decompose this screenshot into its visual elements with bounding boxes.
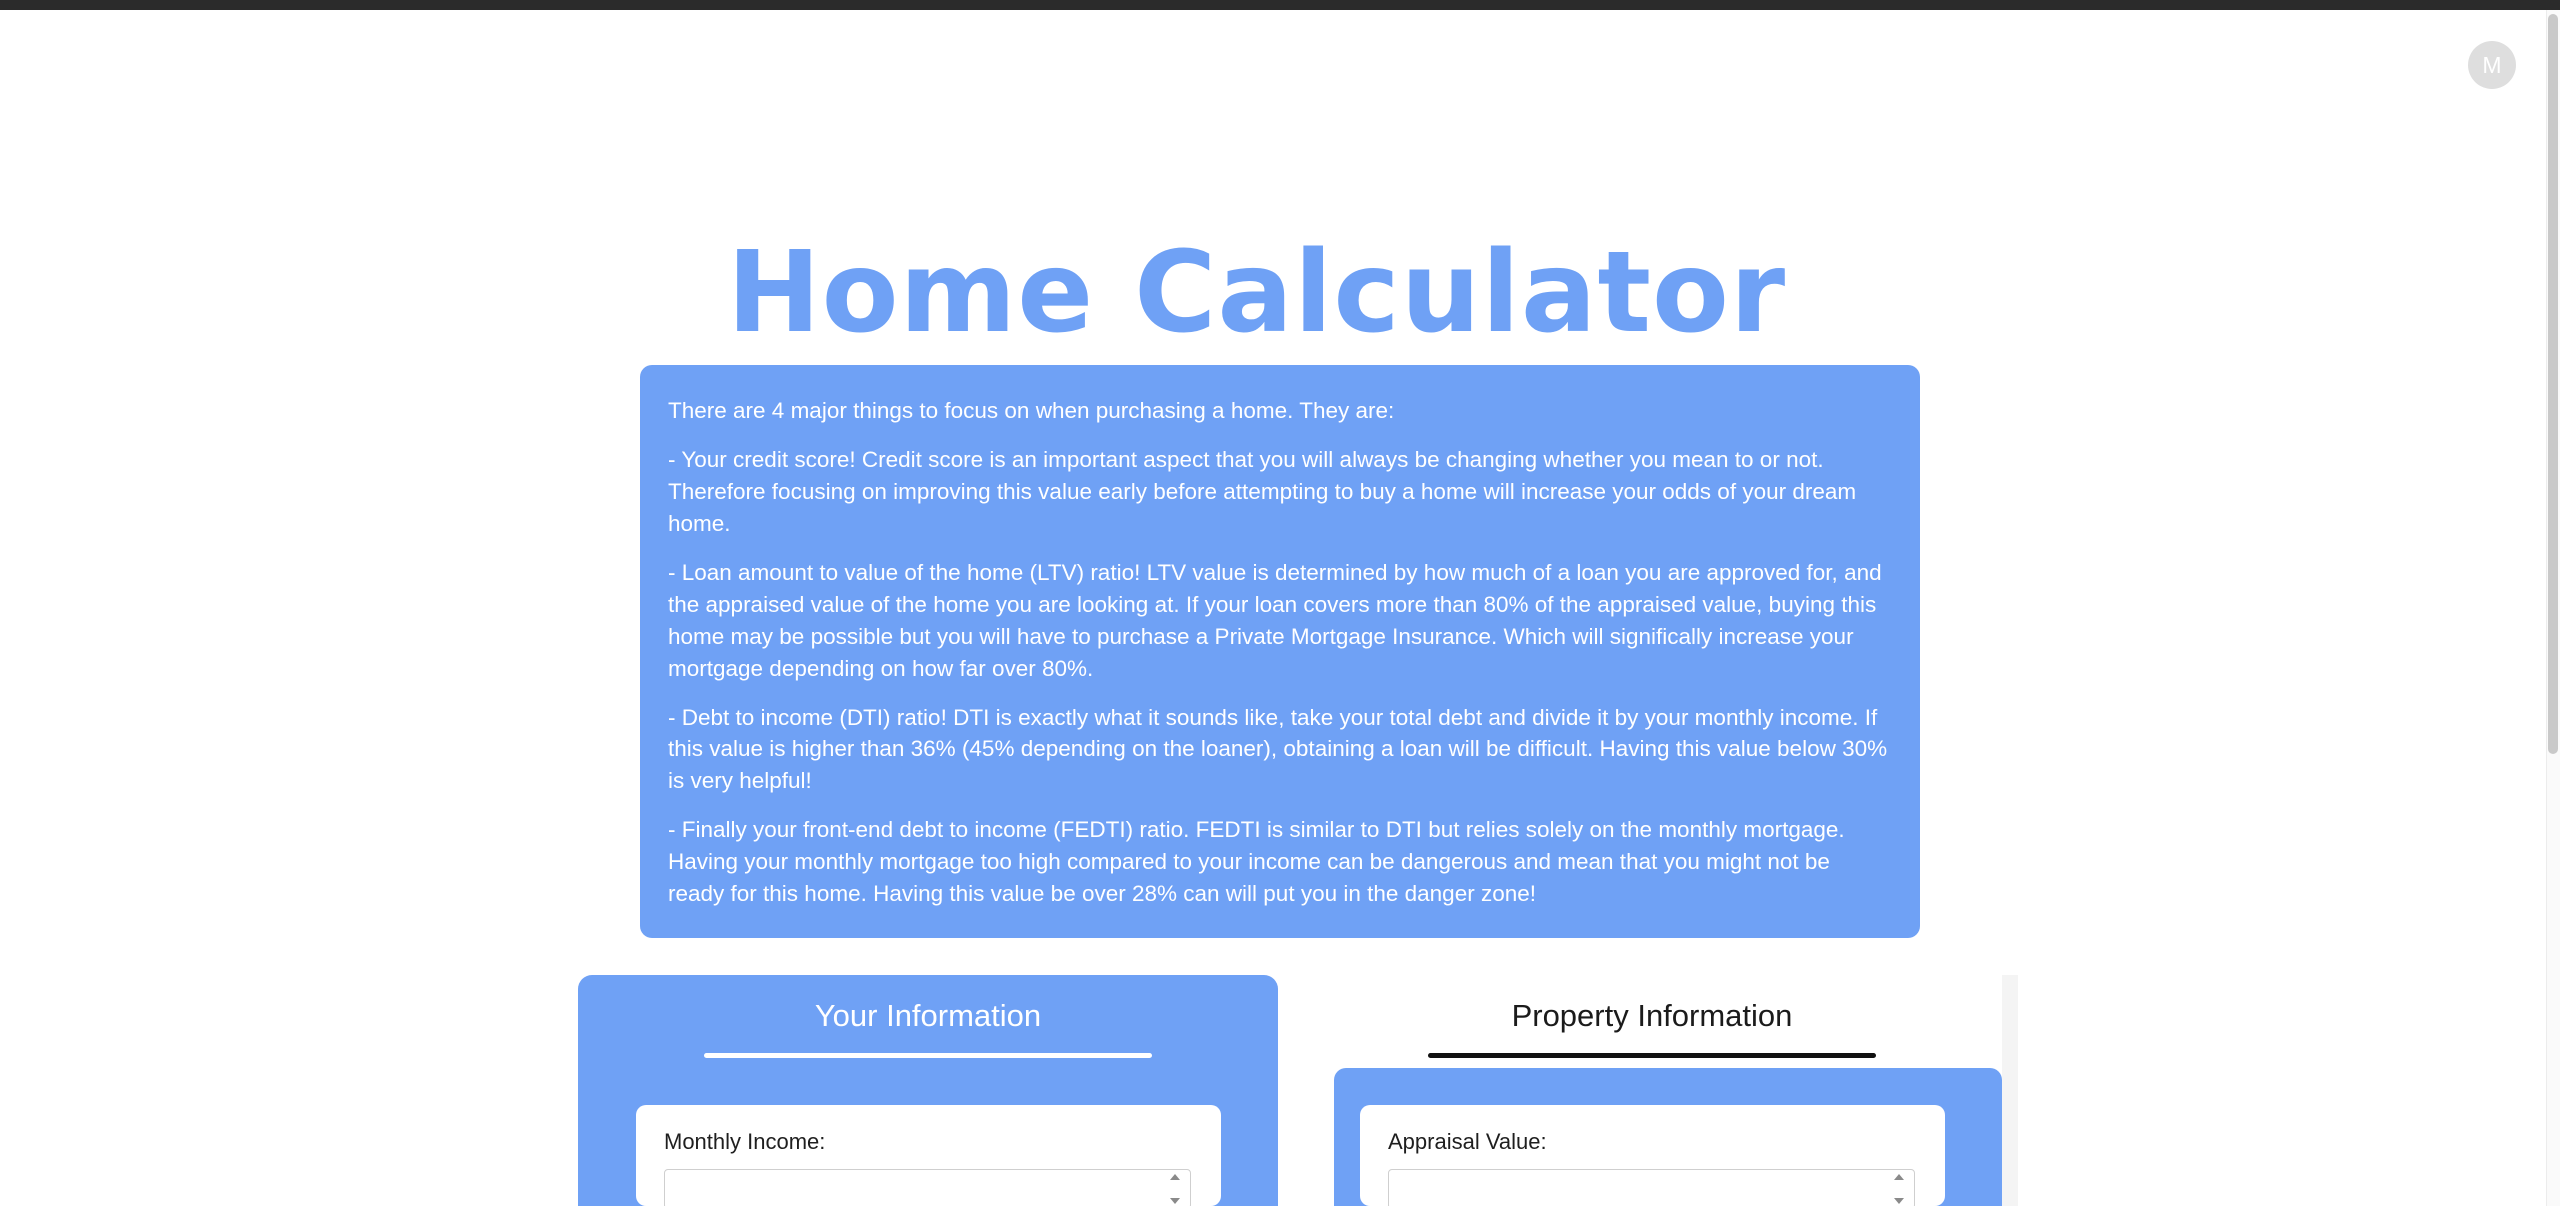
appraisal-value-label: Appraisal Value: [1388, 1129, 1547, 1154]
appraisal-value-stepper[interactable] [1888, 1174, 1910, 1204]
page-scrollbar[interactable] [2546, 10, 2560, 1206]
appraisal-value-input[interactable] [1388, 1169, 1915, 1206]
stepper-down-icon[interactable] [1170, 1198, 1180, 1204]
monthly-income-input[interactable] [664, 1169, 1191, 1206]
panel-underline [1428, 1053, 1876, 1058]
page-root [0, 10, 2560, 1206]
avatar[interactable]: M [2468, 41, 2516, 89]
panel-your-information [578, 975, 1278, 1206]
page-title: Home Calculator [726, 228, 1787, 359]
browser-chrome-bar [0, 0, 2560, 10]
monthly-income-stepper[interactable] [1164, 1174, 1186, 1204]
stepper-up-icon[interactable] [1894, 1174, 1904, 1180]
stepper-up-icon[interactable] [1170, 1174, 1180, 1180]
panel-heading-your-information: Your Information [814, 998, 1042, 1033]
info-paragraph: - Your credit score! Credit score is an important aspect that you will always be changing whether you mean to or not. Therefore focusing on improving this value early before attempting to buy a home will increase your odds of your dream home. [668, 446, 1857, 536]
panel-underline [704, 1053, 1152, 1058]
form-card-property-information [1360, 1105, 1945, 1206]
info-paragraph: - Debt to income (DTI) ratio! DTI is exactly what it sounds like, take your total debt and divide it by your monthly income. If this value is higher than 36% (45% depending on the loaner), obtaining a loan will be difficult. Having this value below 30% is very helpful! [668, 704, 1888, 794]
scrollbar-thumb[interactable] [2548, 14, 2558, 754]
form-card-your-information [636, 1105, 1221, 1206]
info-paragraph: There are 4 major things to focus on when purchasing a home. They are: [668, 398, 1395, 423]
monthly-income-label: Monthly Income: [664, 1129, 826, 1154]
info-paragraph: - Finally your front-end debt to income (FEDTI) ratio. FEDTI is similar to DTI but relies solely on the monthly mortgage. Having your monthly mortgage too high compared to your income can be dangerous and mean that you might not be ready for this home. Having this value be over 28% can will put you in the danger zone! [668, 817, 1845, 907]
panel-shadow [2002, 975, 2018, 1206]
panel-heading-property-information: Property Information [1511, 998, 1793, 1033]
stepper-down-icon[interactable] [1894, 1198, 1904, 1204]
panel-property-information [1302, 975, 2002, 1206]
info-paragraph: - Loan amount to value of the home (LTV) ratio! LTV value is determined by how much of a loan you are approved for, and the appraised value of the home you are looking at. If your loan covers more than 80% of the appraised value, buying this home may be possible but you will have to purchase a Private Mortgage Insurance. Which will significally increase your mortgage depending on how far over 80%. [668, 559, 1882, 681]
info-card [640, 365, 1920, 938]
